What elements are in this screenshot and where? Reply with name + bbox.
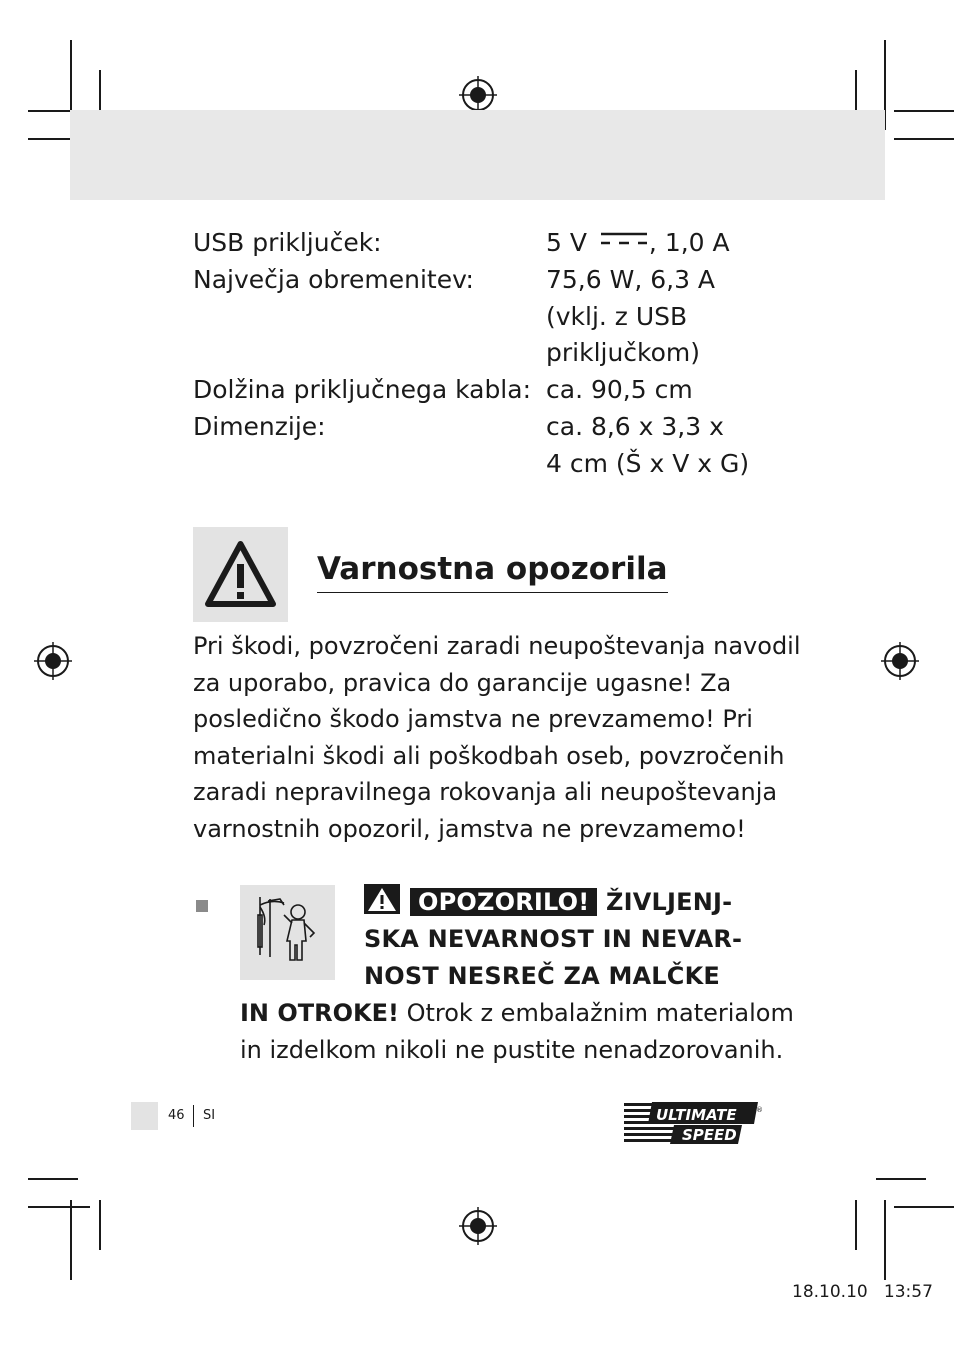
warning-heading-line1 — [364, 884, 732, 921]
spec-label: Največja obremenitev: — [193, 265, 474, 294]
warning-triangle-icon — [193, 527, 288, 622]
paragraph-line: Pri škodi, povzročeni zaradi neupoštevanja navodil — [193, 632, 801, 660]
page-number: 46 — [168, 1108, 185, 1123]
paragraph-line: zaradi nepravilnega rokovanja ali neupoštevanja — [193, 778, 778, 807]
warning-tag: OPOZORILO! — [410, 888, 597, 916]
warning-text-line4 — [240, 995, 794, 1032]
spec-value: 4 cm (Š x V x G) — [546, 449, 750, 478]
registration-mark-top — [459, 76, 497, 114]
list-bullet — [196, 900, 208, 912]
intro-paragraph — [193, 628, 801, 848]
child-warning-icon — [240, 885, 335, 980]
logo-registered: ® — [756, 1106, 763, 1114]
spec-value: (vklj. z USB — [546, 302, 688, 331]
logo-text-top: ULTIMATE — [656, 1106, 737, 1124]
spec-value — [546, 224, 730, 261]
child-warning-box — [240, 885, 335, 980]
logo-text-bottom: SPEED — [682, 1126, 737, 1144]
spec-label: Dolžina priključnega kabla: — [193, 375, 532, 404]
spec-value-prefix: 5 V — [546, 228, 587, 257]
registration-mark-bottom — [459, 1207, 497, 1245]
paragraph-line: posledično škodo jamstva ne prevzamemo! Pri — [193, 705, 753, 734]
warning-text: Otrok z embalažnim materialom — [398, 999, 794, 1027]
warning-heading-line3: NOST NESREČ ZA MALČKE — [364, 962, 720, 990]
header-band — [70, 110, 885, 200]
registration-mark-right — [881, 642, 919, 680]
warning-triangle-small-icon — [364, 884, 400, 914]
warning-text-line5: in izdelkom nikoli ne pustite nenadzorovanih. — [240, 1036, 784, 1064]
language-code: SI — [203, 1108, 216, 1123]
dc-symbol-icon — [599, 229, 649, 249]
print-time: 13:57 — [883, 1282, 933, 1302]
spec-label: Dimenzije: — [193, 412, 326, 441]
spec-value: ca. 90,5 cm — [546, 375, 693, 404]
spec-value-suffix: , 1,0 A — [648, 228, 730, 257]
footer-divider — [193, 1105, 194, 1127]
registration-mark-left — [34, 642, 72, 680]
warning-heading-end: IN OTROKE! — [240, 999, 399, 1027]
spec-label: USB priključek: — [193, 228, 382, 257]
spec-value: 75,6 W, 6,3 A — [546, 265, 716, 294]
paragraph-line: za uporabo, pravica do garancije ugasne! Za — [193, 668, 732, 697]
spec-value: ca. 8,6 x 3,3 x — [546, 412, 724, 441]
footer-box — [131, 1102, 158, 1130]
section-title: Varnostna opozorila — [317, 548, 668, 593]
spec-value: priključkom) — [546, 338, 701, 367]
print-stamp — [792, 1282, 933, 1302]
paragraph-line: varnostnih opozoril, jamstva ne prevzamemo! — [193, 814, 746, 843]
ultimate-speed-logo — [622, 1100, 764, 1148]
paragraph-line: materialni škodi ali poškodbah oseb, povzročenih — [193, 741, 785, 770]
warning-heading-line2: SKA NEVARNOST IN NEVAR- — [364, 925, 743, 953]
warning-heading-text: ŽIVLJENJ- — [605, 888, 733, 916]
section-warning-box — [193, 527, 288, 622]
print-date: 18.10.10 — [792, 1282, 868, 1302]
